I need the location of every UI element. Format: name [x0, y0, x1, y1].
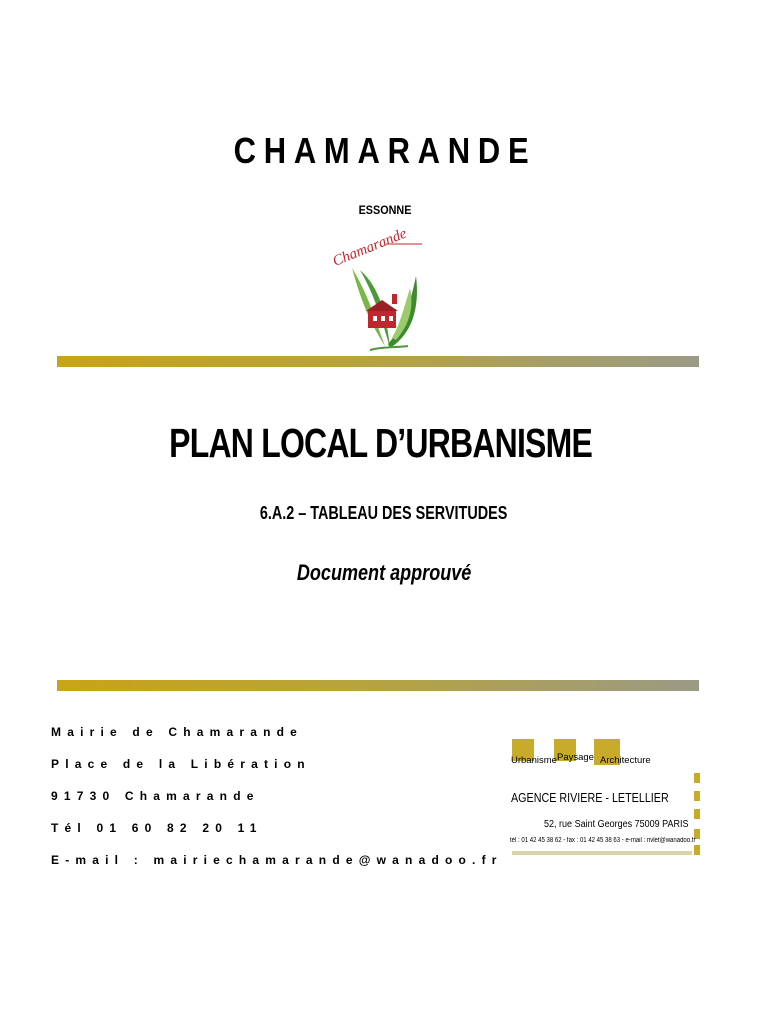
divider-band-top [57, 356, 699, 367]
town-logo [330, 228, 430, 356]
agency-contact-line: tél : 01 42 45 38 62 - fax : 01 42 45 38 63 - e-mail : rivlet@wanadoo.fr [510, 837, 696, 844]
agency-tag-urbanisme: Urbanisme [511, 755, 557, 766]
contact-city: 91730 Chamarande [51, 789, 260, 803]
document-title: PLAN LOCAL D’URBANISME [169, 420, 593, 466]
document-status: Document approuvé [296, 560, 472, 585]
logo-lettering: Chamarande [330, 228, 410, 270]
agency-mark-1 [694, 773, 700, 783]
town-logo-graphic [330, 228, 430, 356]
agency-name: AGENCE RIVIERE - LETELLIER [511, 791, 669, 805]
divider-band-bottom [57, 680, 699, 691]
contact-phone: Tél 01 60 82 20 11 [51, 821, 263, 835]
agency-mark-5 [694, 845, 700, 855]
contact-email: E-mail : mairiechamarande@wanadoo.fr [51, 853, 503, 867]
agency-mark-3 [694, 809, 700, 819]
agency-tag-paysage: Paysage [557, 752, 594, 763]
agency-mark-2 [694, 791, 700, 801]
agency-card [508, 733, 700, 859]
region-label: ESSONNE [358, 203, 412, 217]
document-subtitle: 6.A.2 – TABLEAU DES SERVITUDES [259, 503, 508, 523]
agency-underline [512, 851, 692, 855]
town-title: CHAMARANDE [233, 130, 537, 171]
contact-street: Place de la Libération [51, 757, 311, 771]
agency-tag-architecture: Architecture [600, 755, 651, 766]
contact-name: Mairie de Chamarande [51, 725, 304, 739]
agency-address: 52, rue Saint Georges 75009 PARIS [543, 819, 688, 830]
contact-block [51, 722, 503, 882]
